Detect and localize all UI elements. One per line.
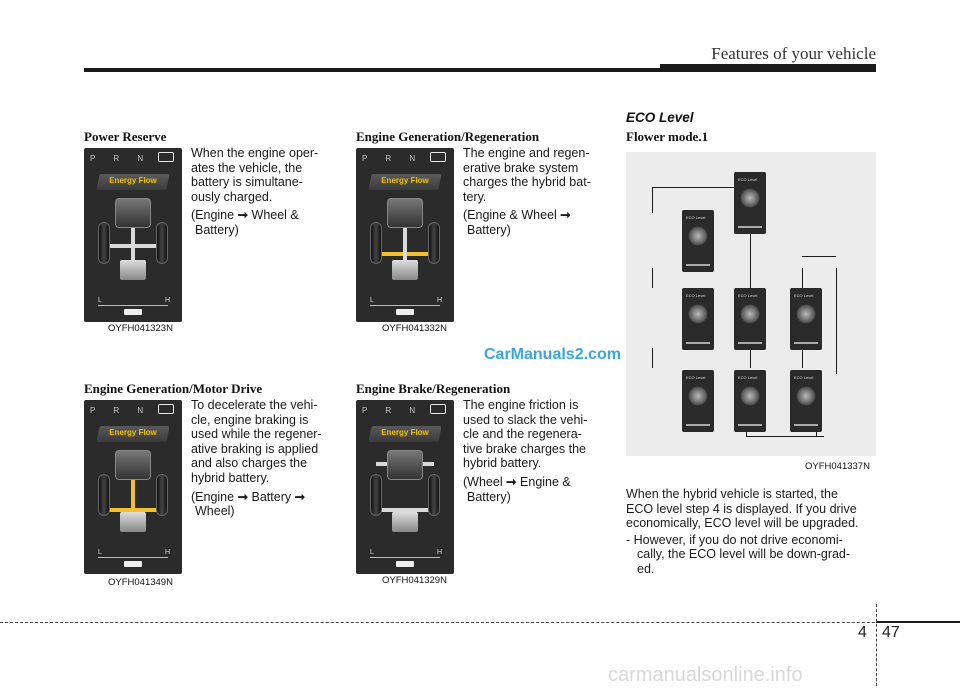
- charge-scale: [98, 305, 168, 306]
- gear-indicator: P R N: [362, 154, 424, 163]
- flow-line: [131, 228, 135, 260]
- bullet-line: - However, if you do not drive economi-: [626, 532, 843, 547]
- arrow-icon: ➞: [506, 474, 517, 489]
- body-line: cle and the regenera-: [463, 427, 582, 442]
- wheel-icon: [370, 474, 382, 516]
- eco-tag-icon: [124, 561, 142, 567]
- flow-description-cont: Wheel): [195, 504, 235, 519]
- wheel-icon: [428, 222, 440, 264]
- eco-screen: ECO Level: [682, 210, 714, 272]
- eco-screen: ECO Level: [790, 370, 822, 432]
- energy-flow-image: [84, 148, 182, 322]
- body-line: When the engine oper-: [191, 146, 319, 160]
- section-heading: ECO Level: [626, 110, 694, 125]
- flow-description: (Engine ➞ Wheel &: [191, 208, 299, 223]
- section-body: [463, 146, 606, 238]
- body-line: used while the regener-: [191, 427, 322, 442]
- flower-icon: [688, 386, 708, 406]
- engine-icon: [387, 450, 423, 480]
- section-title: Engine Generation/Regeneration: [356, 129, 540, 144]
- connector-line: [750, 234, 751, 288]
- charge-scale: [98, 557, 168, 558]
- eco-tag-icon: [396, 309, 414, 315]
- body-line: ously charged.: [191, 189, 273, 204]
- engine-icon: [115, 450, 151, 480]
- body-line: ates the vehicle, the: [191, 160, 303, 175]
- battery-icon: [120, 512, 146, 532]
- arrow-icon: ➞: [237, 208, 249, 223]
- arrow-icon: ➞: [237, 489, 249, 504]
- image-caption: OYFH041323N: [108, 323, 173, 334]
- connector-line: [652, 268, 653, 288]
- d-gear-icon: [430, 404, 446, 414]
- connector-line: [746, 436, 824, 437]
- gear-indicator: P R N: [90, 406, 152, 415]
- d-gear-icon: [158, 404, 174, 414]
- section-engine-generation-motor-drive: [84, 381, 336, 397]
- wheel-icon: [156, 222, 168, 264]
- eco-screen: ECO Level: [790, 288, 822, 350]
- energy-flow-label: Energy Flow: [109, 176, 157, 185]
- section-engine-generation-regeneration: [356, 129, 608, 145]
- connector-line: [652, 187, 653, 213]
- eco-description: [626, 487, 878, 577]
- connector-line: [750, 348, 751, 368]
- body-line: The engine and regen-: [463, 146, 590, 160]
- eco-screen: ECO Level: [734, 370, 766, 432]
- image-caption: OYFH041337N: [805, 461, 870, 472]
- body-line: ative braking is applied: [191, 441, 319, 456]
- d-gear-icon: [430, 152, 446, 162]
- bottom-watermark: carmanualsonline.info: [608, 664, 803, 686]
- body-line: tery.: [463, 189, 487, 204]
- flower-icon: [740, 188, 760, 208]
- eco-screen: ECO Level: [682, 288, 714, 350]
- gear-indicator: P R N: [362, 406, 424, 415]
- wheel-icon: [370, 222, 382, 264]
- scale-high: H: [164, 297, 170, 304]
- flow-description: (Engine & Wheel ➞: [463, 208, 571, 223]
- flow-description: (Engine ➞ Battery ➞: [191, 489, 306, 504]
- page-number: 47: [882, 624, 900, 641]
- image-caption: OYFH041349N: [108, 577, 173, 588]
- flower-icon: [740, 386, 760, 406]
- connector-line: [802, 256, 836, 257]
- eco-screen: ECO Level: [734, 288, 766, 350]
- watermark: CarManuals2.com: [484, 346, 621, 363]
- connector-line: [836, 268, 837, 374]
- section-body: [191, 398, 334, 519]
- body-line: cle, engine braking is: [191, 412, 309, 427]
- footer-divider: [876, 604, 877, 686]
- energy-flow-label: Energy Flow: [381, 176, 429, 185]
- scale-high: H: [164, 549, 170, 556]
- body-line: economically, ECO level will be upgraded.: [626, 516, 859, 531]
- connector-line: [652, 348, 653, 368]
- section-body: [191, 146, 334, 238]
- flow-description-cont: Battery): [467, 489, 511, 504]
- section-title: Engine Brake/Regeneration: [356, 381, 511, 396]
- wheel-icon: [98, 222, 110, 264]
- eco-tag-icon: [396, 561, 414, 567]
- body-line: ECO level step 4 is displayed. If you drive: [626, 501, 857, 516]
- charge-scale: [370, 305, 440, 306]
- body-line: hybrid battery.: [191, 470, 270, 485]
- image-caption: OYFH041332N: [382, 323, 447, 334]
- section-eco-level: [626, 110, 878, 145]
- section-title: Engine Generation/Motor Drive: [84, 381, 263, 396]
- scale-low: L: [370, 297, 374, 304]
- engine-icon: [115, 198, 151, 228]
- section-subheading: Flower mode.1: [626, 129, 709, 144]
- connector-line: [652, 187, 734, 188]
- scale-low: L: [98, 297, 102, 304]
- image-caption: OYFH041329N: [382, 575, 447, 586]
- body-line: When the hybrid vehicle is started, the: [626, 487, 838, 501]
- eco-flower-diagram: [626, 152, 876, 456]
- battery-icon: [392, 260, 418, 280]
- header-title: Features of your vehicle: [711, 44, 876, 63]
- flow-description-cont: Battery): [467, 222, 511, 237]
- footer-rule-tab: [876, 621, 960, 623]
- scale-high: H: [436, 549, 442, 556]
- flow-description: (Wheel ➞ Engine &: [463, 474, 571, 489]
- wheel-icon: [156, 474, 168, 516]
- gear-indicator: P R N: [90, 154, 152, 163]
- body-line: tive brake charges the: [463, 441, 586, 456]
- body-line: battery is simultane-: [191, 175, 303, 190]
- battery-icon: [120, 260, 146, 280]
- body-line: charges the hybrid bat-: [463, 175, 591, 190]
- energy-flow-image: [84, 400, 182, 574]
- bullet-line: cally, the ECO level will be down-grad-: [637, 547, 851, 562]
- wheel-icon: [428, 474, 440, 516]
- body-line: The engine friction is: [463, 398, 579, 412]
- body-line: hybrid battery.: [463, 456, 542, 471]
- flow-line: [131, 480, 135, 512]
- flower-icon: [688, 304, 708, 324]
- bullet-line: ed.: [637, 561, 655, 576]
- section-power-reserve: [84, 129, 336, 145]
- wheel-icon: [98, 474, 110, 516]
- scale-low: L: [98, 549, 102, 556]
- scale-high: H: [436, 297, 442, 304]
- body-line: erative brake system: [463, 160, 579, 175]
- energy-flow-label: Energy Flow: [109, 428, 157, 437]
- flower-icon: [740, 304, 760, 324]
- chapter-number: 4: [858, 624, 867, 641]
- body-line: and also charges the: [191, 456, 308, 471]
- flow-line: [403, 228, 407, 260]
- scale-low: L: [370, 549, 374, 556]
- arrow-icon: ➞: [560, 208, 571, 223]
- charge-scale: [370, 557, 440, 558]
- engine-icon: [387, 198, 423, 228]
- flower-icon: [688, 226, 708, 246]
- footer-rule: [0, 622, 960, 623]
- eco-screen: ECO Level: [734, 172, 766, 234]
- energy-flow-label: Energy Flow: [381, 428, 429, 437]
- section-title: Power Reserve: [84, 129, 167, 144]
- flow-description-cont: Battery): [195, 222, 239, 237]
- eco-screen: ECO Level: [682, 370, 714, 432]
- eco-tag-icon: [124, 309, 142, 315]
- body-line: used to slack the vehi-: [463, 412, 588, 427]
- section-body: [463, 398, 606, 504]
- flower-icon: [796, 386, 816, 406]
- flower-icon: [796, 304, 816, 324]
- header-rule-tab: [660, 64, 876, 72]
- battery-icon: [392, 512, 418, 532]
- energy-flow-image: [356, 148, 454, 322]
- section-engine-brake-regeneration: [356, 381, 608, 397]
- energy-flow-image: [356, 400, 454, 574]
- body-line: To decelerate the vehi-: [191, 398, 318, 412]
- arrow-icon: ➞: [294, 489, 306, 504]
- d-gear-icon: [158, 152, 174, 162]
